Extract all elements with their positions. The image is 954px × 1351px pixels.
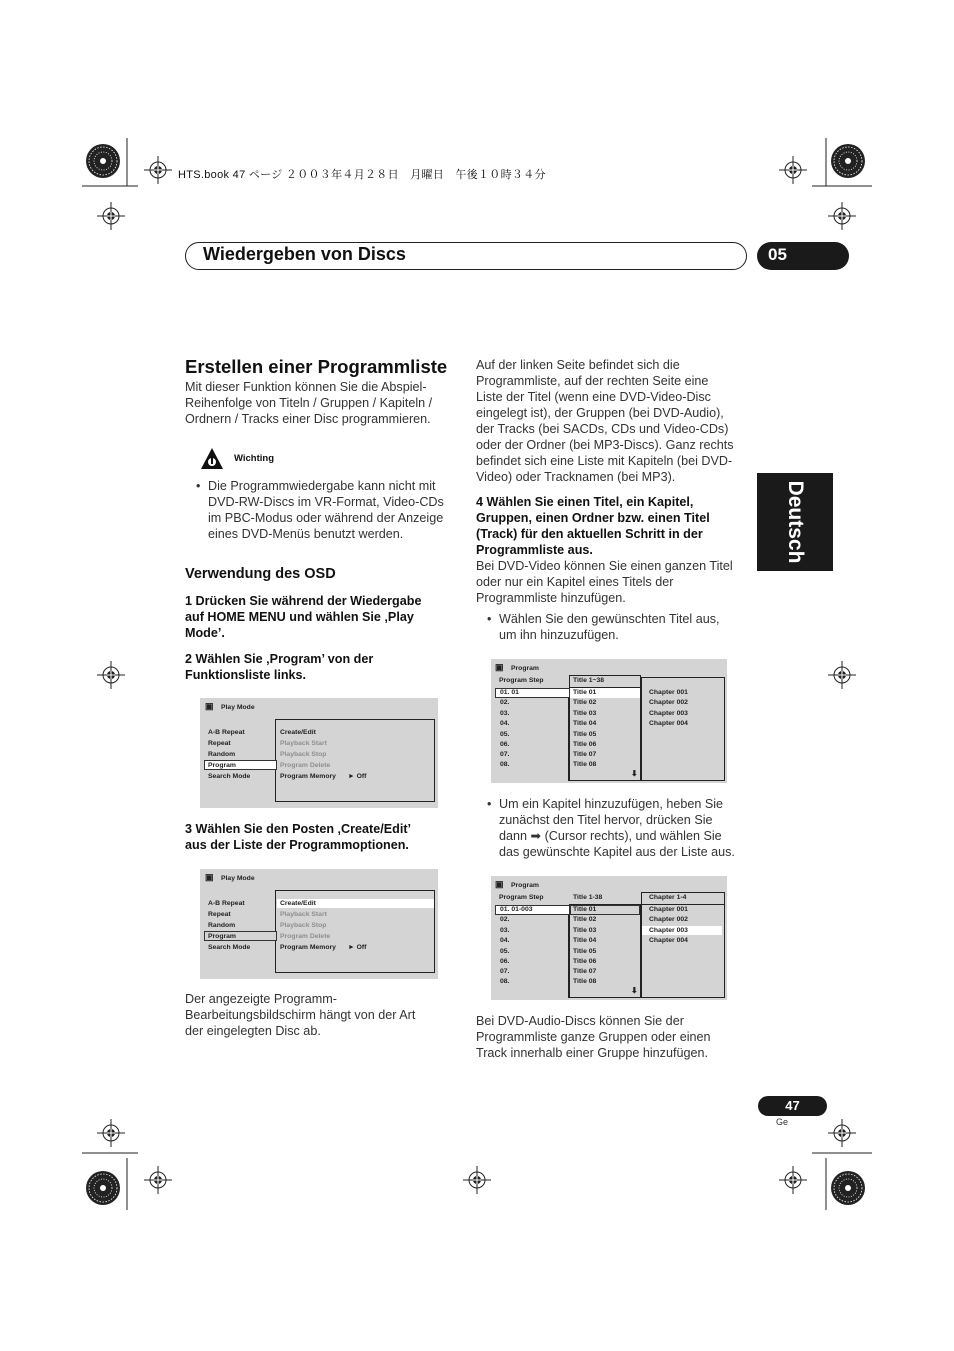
step-2: 2 Wählen Sie ‚Program’ von der Funktionsliste links. xyxy=(185,652,374,682)
osd-play-mode-screen-2 xyxy=(200,869,438,979)
osd-memory-value: ► Off xyxy=(348,944,367,951)
osd-option: Program Delete xyxy=(280,762,331,769)
step-3: 3 Wählen Sie den Posten ‚Create/Edit’ aus der Liste der Programmoptionen. xyxy=(185,822,412,852)
step-1: 1 Drücken Sie während der Wiedergabe auf HOME MENU und wählen Sie ‚Play Mode’. xyxy=(185,594,422,640)
osd-step-header: Program Step xyxy=(499,894,544,901)
osd-program-icon: ▣ xyxy=(495,879,504,889)
book-header: HTS.book 47 ページ ２００３年４月２８日 月曜日 午後１０時３４分 xyxy=(178,169,546,181)
osd-function: A-B Repeat xyxy=(208,729,245,736)
osd-option: Playback Start xyxy=(280,740,327,747)
osd-option: Playback Start xyxy=(280,911,327,918)
osd-function: Search Mode xyxy=(208,944,251,951)
osd-title-header: Title 1-38 xyxy=(573,894,603,901)
osd-function: Search Mode xyxy=(208,773,251,780)
chapter-number: 05 xyxy=(757,242,849,270)
osd-option: Create/Edit xyxy=(280,900,316,907)
osd-title: Program xyxy=(511,882,539,889)
osd-program-icon: ▣ xyxy=(495,662,504,672)
subsection-title: Verwendung des OSD xyxy=(185,566,336,582)
osd-option: Playback Stop xyxy=(280,922,327,929)
osd-function: Program xyxy=(208,933,236,940)
osd-chapter-header: Chapter 1-4 xyxy=(649,894,687,901)
chapter-title: Wiedergeben von Discs xyxy=(203,244,406,264)
osd-step-header: Program Step xyxy=(499,677,544,684)
osd-function: A-B Repeat xyxy=(208,900,245,907)
osd-play-icon: ▣ xyxy=(205,701,214,711)
scroll-down-arrow-icon: ⬇ xyxy=(631,986,638,995)
bullet-add-chapter: • Um ein Kapitel hinzuzufügen, heben Sie zunächst den Titel hervor, drücken Sie dann ➡ (Cursor rechts), und wählen Sie das gewünschte Kapitel aus der Liste aus. xyxy=(487,797,735,859)
osd-program-screen-2: ▣ Program Program Step Title 1-38 Chapter 1-4 01. 01-003 02. 03. 04. 05. 06. 07. 08. Title 01 Title 02 Title 03 Title 04 Title 05 Title 06 Title 07 Title 08 Chapter 001 Chapter 002 Chapter 003 Chapter 004 ⬇ xyxy=(491,876,727,1000)
right-intro-text: Auf der linken Seite befindet sich die Programmliste, auf der rechten Seite eine Liste der Titel (wenn eine DVD-Video-Disc eingelegt ist), der Gruppen (bei DVD-Audio), der Tracks (bei SACDs, CDs und Video-CDs) oder der Ordner (bei MP3-Discs). Ganz rechts befindet sich eine Liste mit Kapiteln (bei DVD- Video) oder Tracknamen (bei MP3). xyxy=(476,358,734,484)
intro-text: Mit dieser Funktion können Sie die Abspiel- Reihenfolge von Titeln / Gruppen / Kapiteln / Ordnern / Tracks einer Disc programmieren. xyxy=(185,380,433,426)
osd-function: Random xyxy=(208,922,236,929)
osd-title: Program xyxy=(511,665,539,672)
page-language-code: Ge xyxy=(776,1117,789,1127)
osd-function: Random xyxy=(208,751,236,758)
language-tab-label: Deutsch xyxy=(784,480,807,564)
bullet-select-title: • Wählen Sie den gewünschten Titel aus, um ihn hinzuzufügen. xyxy=(487,612,720,642)
scroll-down-arrow-icon: ⬇ xyxy=(631,769,638,778)
step-4-body: Bei DVD-Video können Sie einen ganzen Titel oder nur ein Kapitel eines Titels der Programmliste hinzufügen. xyxy=(476,559,733,605)
osd-function: Repeat xyxy=(208,740,231,747)
note-bullet: • Die Programmwiedergabe kann nicht mit DVD-RW-Discs im VR-Format, Video-CDs im PBC-Modus oder während der Anzeige eines DVD-Menüs benutzt werden. xyxy=(196,479,444,541)
osd-title: Play Mode xyxy=(221,875,255,882)
osd-option: Program Memory xyxy=(280,773,336,780)
step-4: 4 Wählen Sie einen Titel, ein Kapitel, Gruppen, einen Ordner bzw. einen Titel (Track) für den aktuellen Schritt in der Programmliste aus. xyxy=(476,495,710,557)
osd-memory-value: ► Off xyxy=(348,773,367,780)
osd-program-screen-1: ▣ Program Program Step Title 1~38 01. 01 02. 03. 04. 05. 06. 07. 08. Title 01 Title 02 Title 03 Title 04 Title 05 Title 06 Title 07 Title 08 Chapter 001 Chapter 002 Chapter 003 Chapter 004 ⬇ xyxy=(491,659,727,783)
note-label: Wichting xyxy=(234,453,275,464)
osd-play-icon: ▣ xyxy=(205,872,214,882)
osd-play-mode-screen-1 xyxy=(200,698,438,808)
osd-option: Playback Stop xyxy=(280,751,327,758)
closing-text: Bei DVD-Audio-Discs können Sie der Programmliste ganze Gruppen oder einen Track innerhalb einer Gruppe hinzufügen. xyxy=(476,1014,711,1060)
page-number: 47 xyxy=(758,1096,827,1116)
osd-title-header: Title 1~38 xyxy=(573,677,605,684)
osd-title: Play Mode xyxy=(221,704,255,711)
after-screen-text: Der angezeigte Programm- Bearbeitungsbildschirm hängt von der Art der eingelegten Disc ab. xyxy=(185,992,416,1038)
section-title: Erstellen einer Programmliste xyxy=(185,356,448,377)
osd-option: Program Delete xyxy=(280,933,331,940)
osd-function: Program xyxy=(208,762,236,769)
language-tab xyxy=(757,473,833,571)
warning-icon xyxy=(200,447,224,471)
osd-option: Program Memory xyxy=(280,944,336,951)
osd-function: Repeat xyxy=(208,911,231,918)
osd-option: Create/Edit xyxy=(280,729,316,736)
